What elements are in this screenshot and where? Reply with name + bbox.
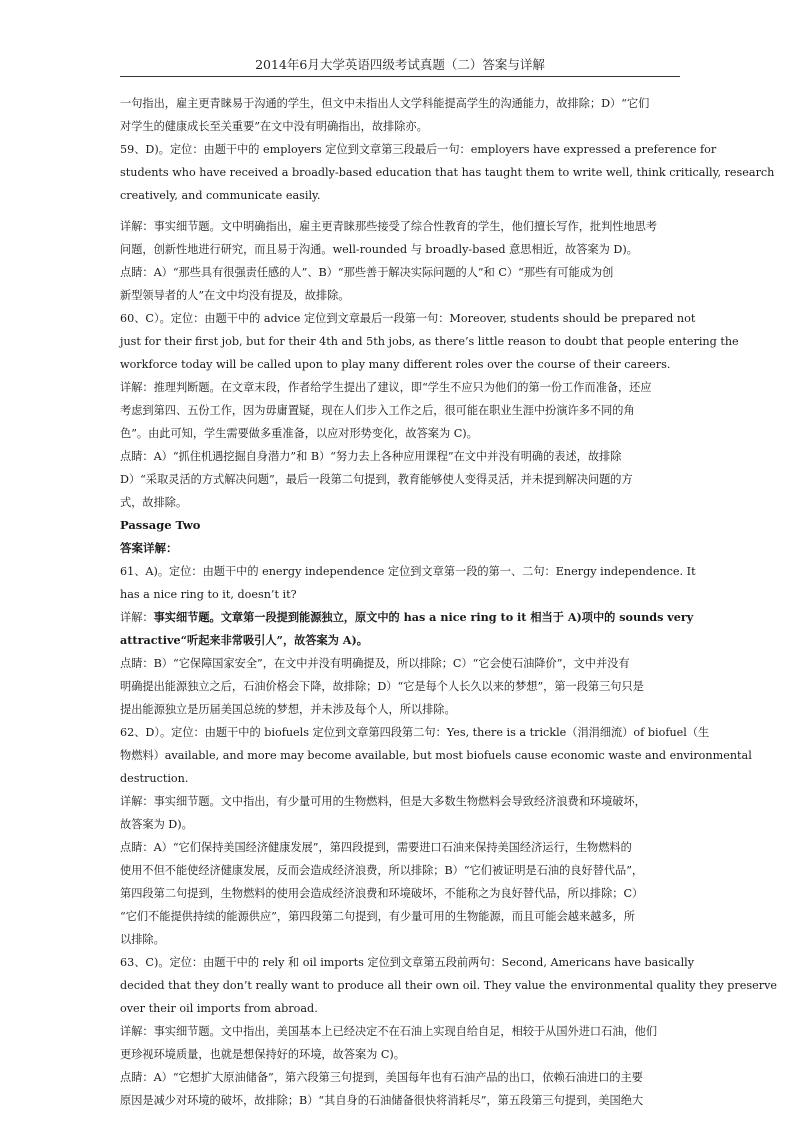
text-line: 使用不但不能使经济健康发展，反而会造成经济浪费，所以排除；B）“它们被证明是石油的良好替代品”， <box>120 864 644 877</box>
question-61-tip: 点睛：B）“它保障国家安全”，在文中并没有明确提及，所以排除；C）“它会使石油降价”，文中并没有 <box>120 657 630 670</box>
page-content <box>120 92 778 1112</box>
question-62-locate: 62、D）。定位：由题干中的 biofuels 定位到文章第四段第二句：Yes, there is a trickle（涓涓细流）of biofuel（生 <box>120 726 710 739</box>
text-line: 色”。由此可知，学生需要做多重准备，以应对形势变化，故答案为 C)。 <box>120 427 478 440</box>
text-line: workforce today will be called upon to play many different roles over the course of their careers. <box>120 358 671 371</box>
text-line: D）“采取灵活的方式解决问题”，最后一段第二句提到，教育能够使人变得灵活，并未提到解决问题的方 <box>120 473 633 486</box>
explanation-label: 详解： <box>120 611 154 624</box>
text-line: 考虑到第四、五份工作，因为毋庸置疑，现在人们步入工作之后，很可能在职业生涯中扮演许多不同的角 <box>120 404 635 417</box>
text-line: attractive“听起来非常吸引人”，故答案为 A)。 <box>120 633 368 647</box>
text-line: over their oil imports from abroad. <box>120 1002 318 1015</box>
text-line: 明确提出能源独立之后，石油价格会下降，故排除；D）“它是每个人长久以来的梦想”，第一段第三句只是 <box>120 680 644 693</box>
text-line: just for their first job, but for their 4th and 5th jobs, as there’s little reason to doubt that people entering the <box>120 335 739 348</box>
text-line: 对学生的健康成长至关重要”在文中没有明确指出，故排除亦。 <box>120 120 428 133</box>
text-line: 第四段第二句提到，生物燃料的使用会造成经济浪费和环境破坏，不能称之为良好替代品，所以排除；C） <box>120 887 644 900</box>
explanation-bold-text: 事实细节题。文章第一段提到能源独立，原文中的 has a nice ring to it 相当于 A)项中的 sounds very <box>153 610 694 624</box>
header-divider <box>120 76 680 77</box>
question-62-tip: 点睛：A）“它们保持美国经济健康发展”，第四段提到，需要进口石油来保持美国经济运行，生物燃料的 <box>120 841 632 854</box>
text-line: 式，故排除。 <box>120 496 188 509</box>
text-line: 故答案为 D)。 <box>120 818 193 831</box>
text-line: 更珍视环境质量，也就是想保持好的环境，故答案为 C)。 <box>120 1048 405 1061</box>
question-59-tip: 点睛：A）“那些具有很强责任感的人”、B）“那些善于解决实际问题的人”和 C）“那些有可能成为创 <box>120 266 614 279</box>
question-60-explanation: 详解：推理判断题。在文章末段，作者给学生提出了建议，即“学生不应只为他们的第一份工作而准备，还应 <box>120 381 652 394</box>
text-line: students who have received a broadly-based education that has taught them to write well, think critically, research <box>120 166 775 179</box>
text-line: 问题，创新性地进行研究，而且易于沟通。well-rounded 与 broadly-based 意思相近，故答案为 D)。 <box>120 243 638 256</box>
question-63-explanation: 详解：事实细节题。文中指出，美国基本上已经决定不在石油上实现自给自足，相较于从国外进口石油，他们 <box>120 1025 658 1038</box>
question-61-locate: 61、A)。定位：由题干中的 energy independence 定位到文章第一段的第一、二句：Energy independence. It <box>120 565 696 578</box>
question-59-explanation: 详解：事实细节题。文中明确指出，雇主更青睐那些接受了综合性教育的学生，他们擅长写作，批判性地思考 <box>120 220 658 233</box>
page-header: 2014年6月大学英语四级考试真题（二）答案与详解 <box>255 57 545 72</box>
question-63-locate: 63、C)。定位：由题干中的 rely 和 oil imports 定位到文章第五段前两句：Second, Americans have basically <box>120 956 695 969</box>
text-line: 提出能源独立是历届美国总统的梦想，并未涉及每个人，所以排除。 <box>120 703 456 716</box>
question-63-tip: 点睛：A）“它想扩大原油储备”，第六段第三句提到，美国每年也有石油产品的出口，依赖石油进口的主要 <box>120 1071 643 1084</box>
text-line: 物燃料）available, and more may become available, but most biofuels cause economic waste and environmental <box>120 749 752 762</box>
text-line: creatively, and communicate easily. <box>120 189 321 202</box>
section-subheading-answers: 答案详解： <box>120 541 178 555</box>
text-line: 一句指出，雇主更青睐易于沟通的学生，但文中未指出人文学科能提高学生的沟通能力，故排除；D）“它们 <box>120 97 650 110</box>
question-60-locate: 60、C）。定位：由题干中的 advice 定位到文章最后一段第一句：Moreover, students should be prepared not <box>120 312 696 325</box>
text-line: “它们不能提供持续的能源供应”，第四段第二句提到，有少量可用的生物能源，而且可能会越来越多，所 <box>120 910 635 923</box>
text-line: 原因是减少对环境的破坏，故排除；B）“其自身的石油储备很快将消耗尽”，第五段第三句提到，美国绝大 <box>120 1094 644 1107</box>
question-62-explanation: 详解：事实细节题。文中指出，有少量可用的生物燃料，但是大多数生物燃料会导致经济浪费和环境破坏， <box>120 795 646 808</box>
question-60-tip: 点睛：A）“抓住机遇挖掘自身潜力”和 B）“努力去上各种应用课程”在文中并没有明确的表述，故排除 <box>120 450 622 463</box>
section-heading-passage-two: Passage Two <box>120 518 201 532</box>
text-line: has a nice ring to it, doesn’t it? <box>120 588 297 601</box>
text-line: 新型领导者的人”在文中均没有提及，故排除。 <box>120 289 350 302</box>
text-line: decided that they don’t really want to produce all their own oil. They value the environmental quality they preserve <box>120 979 778 992</box>
text-line: destruction. <box>120 772 189 785</box>
question-61-explanation <box>120 606 694 629</box>
question-59-locate: 59、D)。定位：由题干中的 employers 定位到文章第三段最后一句：employers have expressed a preference for <box>120 143 717 156</box>
text-line: 以排除。 <box>120 933 165 946</box>
